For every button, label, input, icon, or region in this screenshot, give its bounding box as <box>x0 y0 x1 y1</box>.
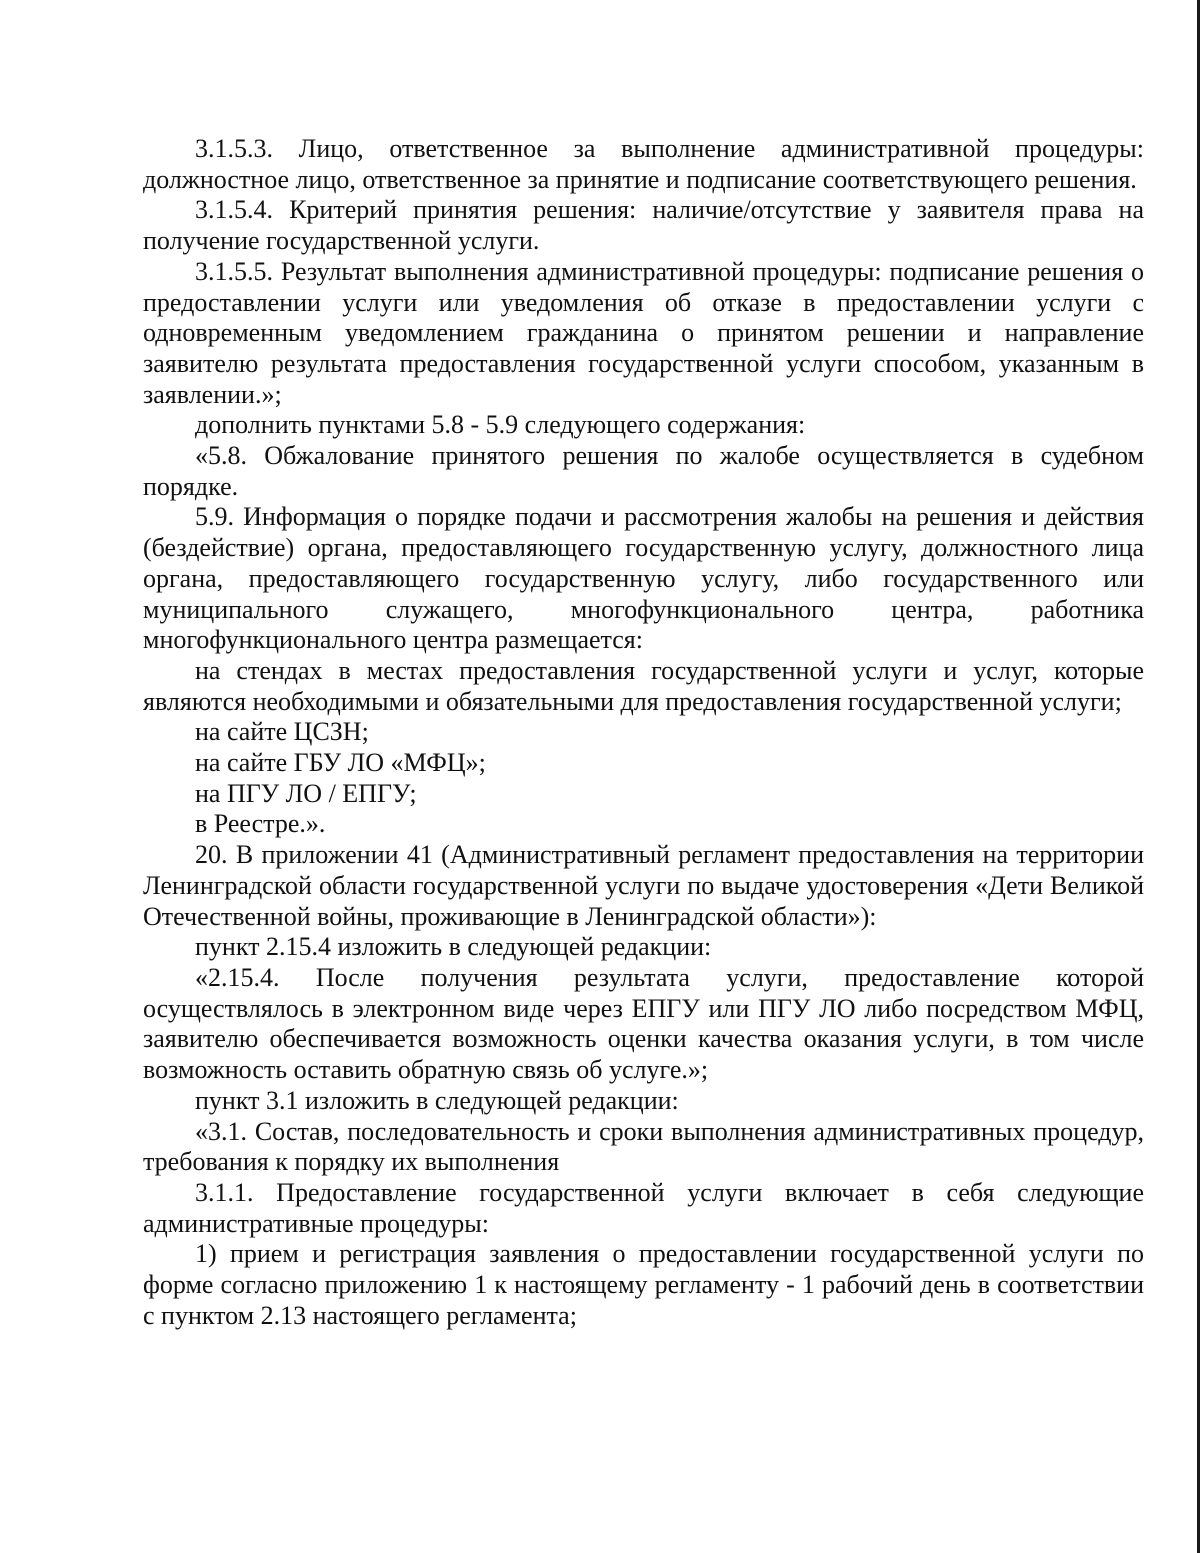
paragraph-stands: на стендах в местах предоставления государственной услуги и услуг, которые являются необходимыми и обязательными для предоставления государственной услуги; <box>143 655 1144 716</box>
paragraph-add-5-8-5-9: дополнить пунктами 5.8 - 5.9 следующего содержания: <box>195 410 806 440</box>
paragraph-3-1-intro: пункт 3.1 изложить в следующей редакции: <box>195 1085 679 1115</box>
paragraph-5-9: 5.9. Информация о порядке подачи и рассмотрения жалобы на решения и действия (бездействие) органа, предоставляющего государственную услугу, должностного лица органа, предоставляющего государственную услугу, либо государственного или муниципального служащего, многофункционального центра, работника многофункционального центра размещается: <box>143 502 1144 655</box>
paragraph-2-15-4: «2.15.4. После получения результата услуги, предоставление которой осуществлялось в электронном виде через ЕПГУ или ПГУ ЛО либо посредством МФЦ, заявителю обеспечивается возможность оценки качества оказания услуги, в том числе возможность оставить обратную связь об услуге.»; <box>143 962 1144 1085</box>
paragraph-2-15-4-intro: пункт 2.15.4 изложить в следующей редакции: <box>195 932 712 962</box>
paragraph-5-8: «5.8. Обжалование принятого решения по жалобе осуществляется в судебном порядке. <box>143 441 1144 501</box>
paragraph-3-1-5-5: 3.1.5.5. Результат выполнения административной процедуры: подписание решения о предоставлении услуги или уведомления об отказе в предоставлении услуги с одновременным уведомлением гражданина о принятом решении и направление заявителю результата предоставления государственной услуги способом, указанным в заявлении.»; <box>143 256 1144 409</box>
paragraph-procedure-1: 1) прием и регистрация заявления о предоставлении государственной услуги по форме согласно приложению 1 к настоящему регламенту - 1 рабочий день в соответствии с пунктом 2.13 настоящего регламента; <box>143 1239 1144 1330</box>
paragraph-3-1: «3.1. Состав, последовательность и сроки выполнения административных процедур, требования к порядку их выполнения <box>143 1116 1144 1177</box>
paragraph-item-20: 20. В приложении 41 (Административный регламент предоставления на территории Ленинградской области государственной услуги по выдаче удостоверения «Дети Великой Отечественной войны, проживающие в Ленинградской области»): <box>143 840 1144 931</box>
paragraph-3-1-5-4: 3.1.5.4. Критерий принятия решения: наличие/отсутствие у заявителя права на получение государственной услуги. <box>143 195 1144 256</box>
paragraph-cszn-site: на сайте ЦСЗН; <box>195 717 369 747</box>
paragraph-pgu-epgu: на ПГУ ЛО / ЕПГУ; <box>195 778 417 808</box>
paragraph-mfc-site: на сайте ГБУ ЛО «МФЦ»; <box>195 748 486 778</box>
paragraph-3-1-5-3: 3.1.5.3. Лицо, ответственное за выполнение административной процедуры: должностное лицо, ответственное за принятие и подписание соответствующего решения. <box>143 134 1144 194</box>
paragraph-registry: в Реестре.». <box>195 809 326 839</box>
document-body <box>143 134 1144 1331</box>
paragraph-3-1-1: 3.1.1. Предоставление государственной услуги включает в себя следующие административные процедуры: <box>143 1177 1144 1238</box>
